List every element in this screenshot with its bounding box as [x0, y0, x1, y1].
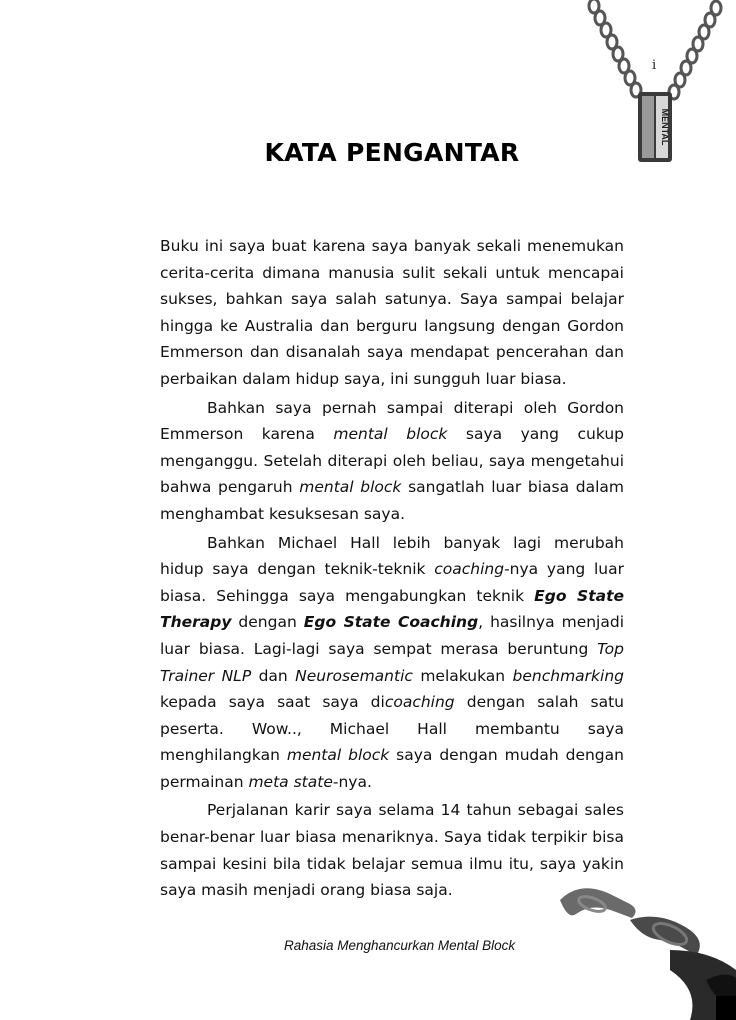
text-run: Bahkan Michael Hall lebih banyak lagi merubah hidup saya dengan teknik-teknik [160, 533, 624, 579]
text-run: -nya. [332, 772, 372, 791]
chain-pendant-illustration [580, 0, 736, 200]
running-footer: Rahasia Menghancurkan Mental Block [284, 938, 516, 953]
text-run: dan [251, 666, 296, 685]
body-text [160, 233, 624, 904]
pendant-engraving: MENTAL [660, 108, 670, 146]
emphasized-term: Ego State Coaching [303, 613, 479, 632]
emphasized-term: meta state [248, 772, 333, 791]
text-run: melakukan [412, 666, 513, 685]
text-run: Buku ini saya buat karena saya banyak sekali menemukan cerita-cerita dimana manusia sulit sekali untuk mencapai sukses, bahkan saya salah satunya. Saya sampai belajar hingga ke Australia dan berguru langsung dengan Gordon Emmerson dan disanalah saya mendapat pencerahan dan perbaikan dalam hidup saya, ini sungguh luar biasa. [160, 237, 624, 388]
text-run: kepada saya saat saya di [160, 693, 385, 712]
emphasized-term: Top Trainer NLP [160, 639, 624, 685]
text-run: -nya yang luar biasa. Sehingga saya mengabungkan teknik [160, 560, 624, 605]
text-run: sangatlah luar biasa dalam menghambat kesuksesan saya. [160, 478, 625, 523]
text-run: Bahkan saya pernah sampai diterapi oleh Gordon Emmerson karena [160, 398, 624, 444]
emphasized-term: coaching [384, 693, 455, 712]
text-run: , hasilnya menjadi luar biasa. Lagi-lagi saya sempat merasa beruntung [160, 613, 625, 658]
text-run: dengan salah satu peserta. Wow.., Michael Hall membantu saya menghilangkan [160, 693, 624, 765]
emphasized-term: Neurosemantic [295, 666, 413, 685]
text-run: dengan [231, 613, 304, 632]
emphasized-term: benchmarking [512, 666, 624, 685]
emphasized-term: mental block [286, 746, 390, 765]
paragraph [160, 233, 624, 393]
text-run: saya dengan mudah dengan permainan [160, 746, 624, 791]
emphasized-term: Ego State Therapy [160, 586, 624, 632]
paragraph [160, 395, 624, 528]
emphasized-term: mental block [299, 478, 402, 497]
emphasized-term: mental block [333, 425, 448, 444]
page-number: i [652, 58, 657, 73]
chapter-title: KATA PENGANTAR [264, 138, 520, 167]
paragraph [160, 530, 624, 796]
text-run: saya yang cukup menganggu. Setelah diterapi oleh beliau, saya mengetahui bahwa pengaruh [160, 425, 624, 497]
text-run: Perjalanan karir saya selama 14 tahun sebagai sales benar-benar luar biasa menariknya. Saya tidak terpikir bisa sampai kesini bila tidak belajar semua ilmu itu, saya yakin saya masih menjadi orang biasa saja. [160, 801, 624, 900]
emphasized-term: coaching [434, 560, 505, 579]
broken-chain-illustration [520, 860, 736, 1020]
